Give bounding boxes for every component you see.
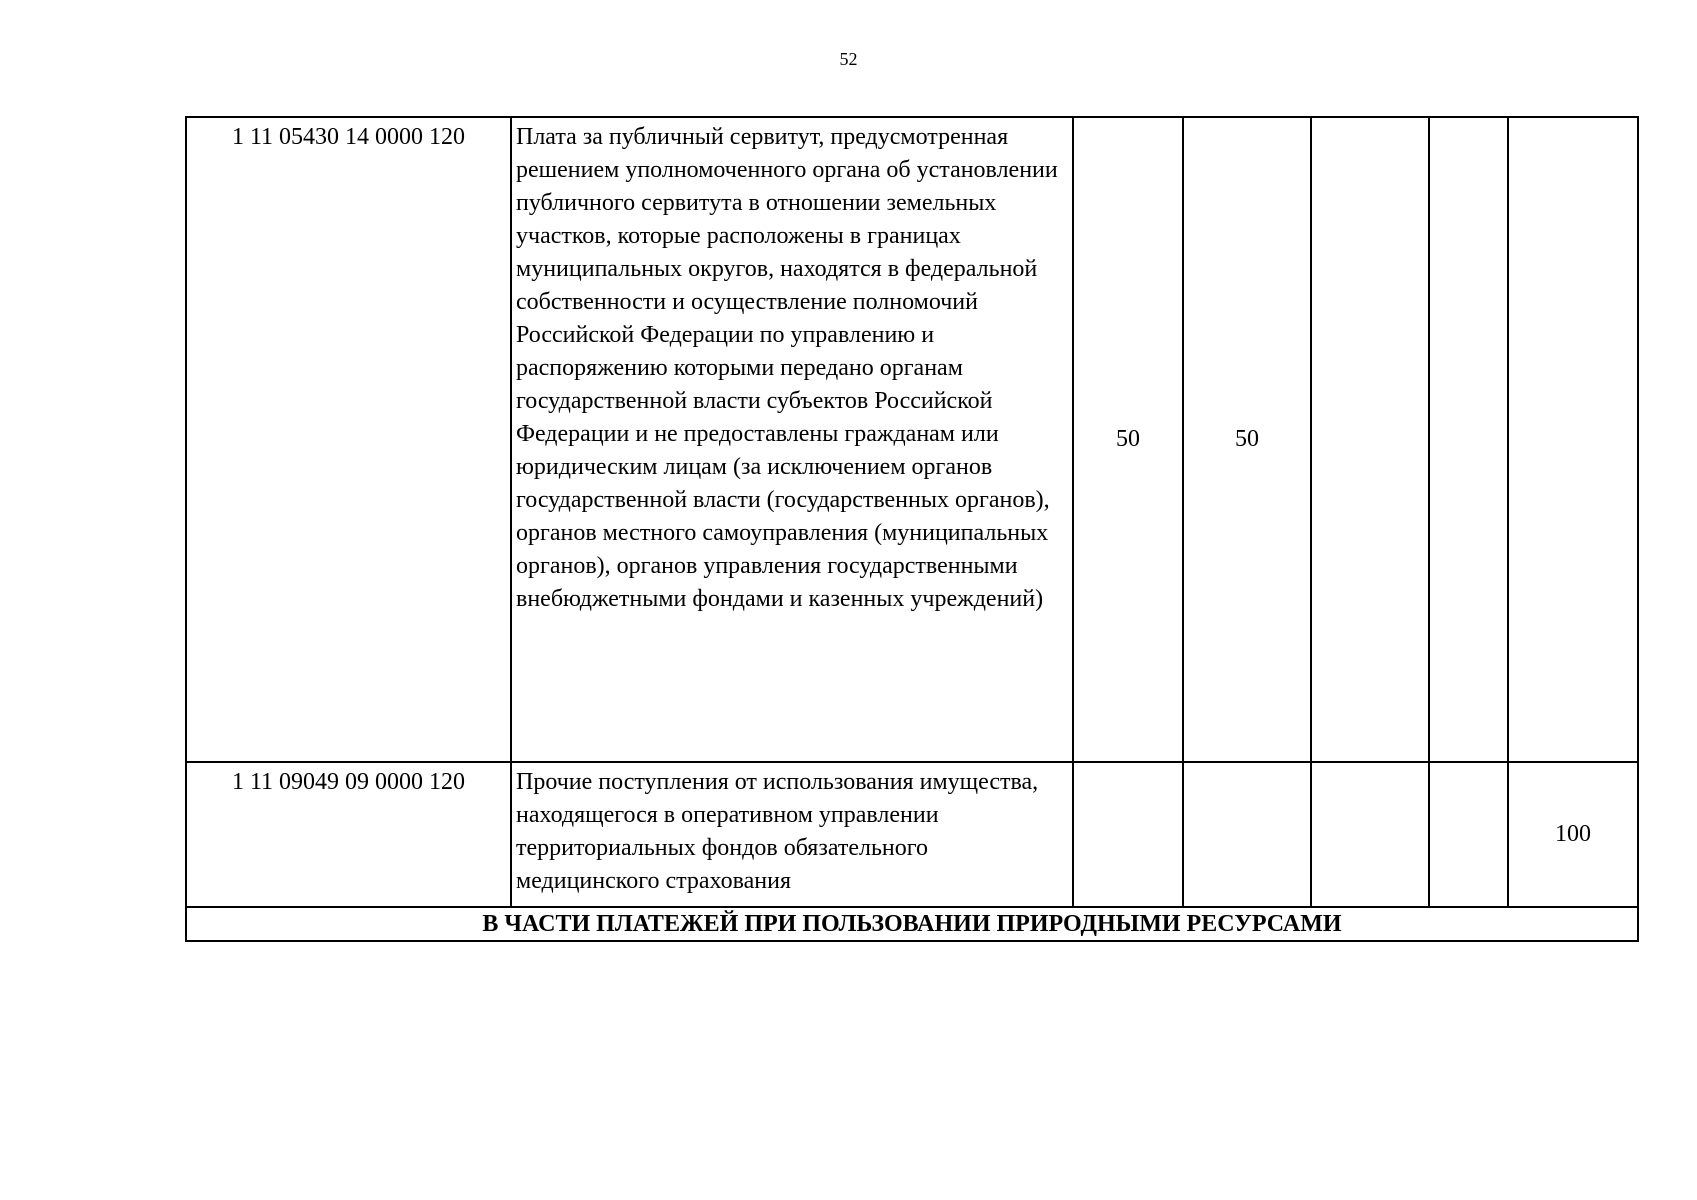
value-cell bbox=[1429, 762, 1508, 907]
value-cell bbox=[1073, 762, 1183, 907]
value-cell bbox=[1508, 117, 1638, 762]
value-cell bbox=[1311, 762, 1429, 907]
value-cell bbox=[1183, 762, 1311, 907]
revenue-name-cell: Плата за публичный сервитут, предусмотренная решением уполномоченного органа об установлении публичного сервитута в отношении земельных участков, которые расположены в границах муниципальных округов, находятся в федеральной собственности и осуществление полномочий Российской Федерации по управлению и распоряжению которыми передано органам государственной власти субъектов Российской Федерации и не предоставлены гражданам или юридическим лицам (за исключением органов государственной власти (государственных органов), органов местного самоуправления (муниципальных органов), органов управления государственными внебюджетными фондами и казенных учреждений) bbox=[511, 117, 1073, 762]
revenue-name-cell: Прочие поступления от использования имущества, находящегося в оперативном управлении территориальных фондов обязательного медицинского страхования bbox=[511, 762, 1073, 907]
table-row bbox=[186, 762, 1638, 907]
table-row bbox=[186, 117, 1638, 762]
value-cell bbox=[1429, 117, 1508, 762]
budget-classification-table bbox=[185, 116, 1639, 942]
value-cell bbox=[1311, 117, 1429, 762]
section-heading-row bbox=[186, 907, 1638, 941]
value-cell: 50 bbox=[1073, 117, 1183, 762]
value-cell: 100 bbox=[1508, 762, 1638, 907]
revenue-code-cell: 1 11 05430 14 0000 120 bbox=[186, 117, 511, 762]
value-cell: 50 bbox=[1183, 117, 1311, 762]
page-number: 52 bbox=[839, 49, 858, 69]
section-heading: В ЧАСТИ ПЛАТЕЖЕЙ ПРИ ПОЛЬЗОВАНИИ ПРИРОДНЫМИ РЕСУРСАМИ bbox=[186, 907, 1638, 941]
revenue-code-cell: 1 11 09049 09 0000 120 bbox=[186, 762, 511, 907]
